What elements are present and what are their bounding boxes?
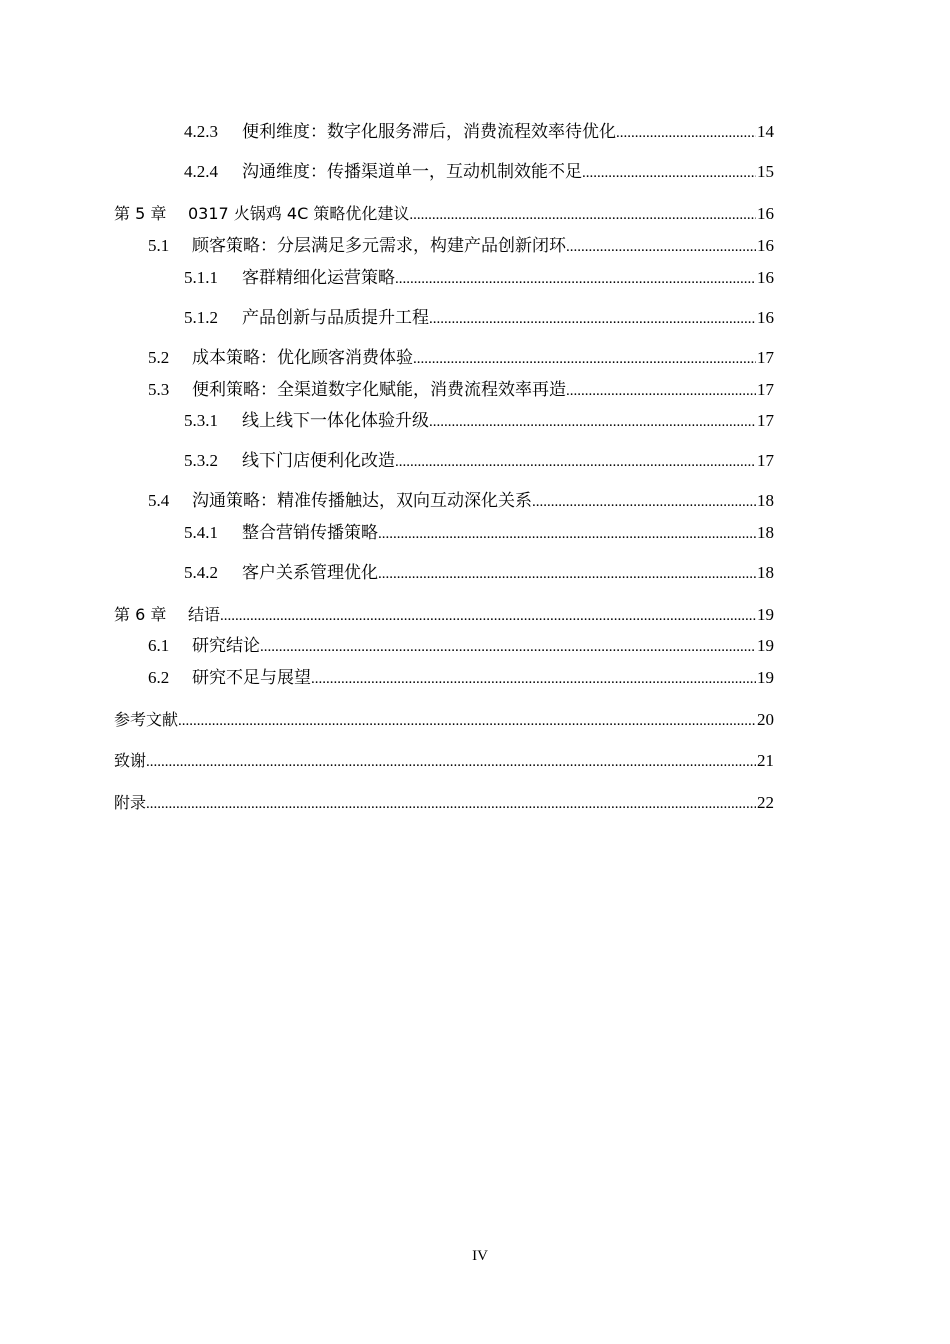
toc-leader-dots bbox=[311, 667, 756, 691]
toc-entry-number: 4.2.3 bbox=[184, 122, 218, 141]
toc-entry-number: 5.3.1 bbox=[184, 411, 218, 430]
toc-entry-title: 结语 bbox=[188, 605, 221, 624]
page-number: IV bbox=[472, 1248, 488, 1264]
toc-entry-number: 5.4.2 bbox=[184, 563, 218, 582]
toc-entry-number: 4.2.4 bbox=[184, 162, 218, 181]
toc-entry-page: 18 bbox=[757, 563, 774, 582]
toc-entry-number: 5.2 bbox=[148, 348, 170, 367]
toc-leader-dots bbox=[429, 410, 756, 434]
toc-entry-number: 5.1.1 bbox=[184, 268, 218, 287]
toc-entry[interactable] bbox=[0, 234, 950, 258]
toc-leader-dots bbox=[378, 522, 756, 546]
toc-entry-page: 14 bbox=[757, 122, 774, 141]
toc-entry-title: 附录 bbox=[114, 793, 147, 812]
toc-leader-dots bbox=[582, 161, 756, 185]
toc-entry-page: 18 bbox=[757, 491, 774, 510]
toc-entry-page: 19 bbox=[757, 636, 774, 655]
toc-entry-page: 19 bbox=[757, 605, 774, 624]
toc-entry-number: 5.1.2 bbox=[184, 308, 218, 327]
toc-entry[interactable] bbox=[0, 160, 950, 184]
toc-entry[interactable] bbox=[0, 666, 950, 690]
toc-leader-dots bbox=[146, 792, 756, 816]
toc-chapter-entry[interactable] bbox=[0, 708, 950, 732]
toc-entry-title: 沟通策略：精准传播触达，双向互动深化关系 bbox=[192, 491, 532, 510]
toc-entry-title: 产品创新与品质提升工程 bbox=[242, 308, 429, 327]
toc-leader-dots bbox=[178, 709, 756, 733]
toc-entry-title: 致谢 bbox=[114, 751, 147, 770]
toc-entry-number: 6.2 bbox=[148, 668, 170, 687]
toc-leader-dots bbox=[616, 121, 756, 145]
toc-leader-dots bbox=[429, 307, 756, 331]
toc-entry[interactable] bbox=[0, 306, 950, 330]
toc-entry-page: 17 bbox=[757, 411, 774, 430]
toc-entry-page: 22 bbox=[757, 793, 774, 812]
toc-chapter-entry[interactable] bbox=[0, 603, 950, 627]
toc-entry-page: 17 bbox=[757, 380, 774, 399]
toc-entry-title: 客群精细化运营策略 bbox=[242, 268, 395, 287]
toc-entry-title: 线上线下一体化体验升级 bbox=[242, 411, 429, 430]
toc-leader-dots bbox=[395, 267, 756, 291]
toc-entry-page: 17 bbox=[757, 451, 774, 470]
toc-leader-dots bbox=[413, 347, 756, 371]
page-footer bbox=[0, 1246, 950, 1266]
toc-entry-title: 0317 火锅鸡 4C 策略优化建议 bbox=[188, 204, 410, 223]
toc-leader-dots bbox=[409, 203, 756, 227]
toc-entry-number: 6.1 bbox=[148, 636, 170, 655]
toc-leader-dots bbox=[260, 635, 756, 659]
toc-entry-page: 15 bbox=[757, 162, 774, 181]
toc-entry[interactable] bbox=[0, 634, 950, 658]
toc-leader-dots bbox=[395, 450, 756, 474]
toc-entry-number: 5.1 bbox=[148, 236, 170, 255]
toc-entry-page: 16 bbox=[757, 308, 774, 327]
toc-leader-dots bbox=[566, 379, 756, 403]
toc-leader-dots bbox=[146, 750, 756, 774]
toc-entry[interactable] bbox=[0, 561, 950, 585]
toc-entry-page: 16 bbox=[757, 204, 774, 223]
toc-entry-page: 16 bbox=[757, 268, 774, 287]
toc-entry-title: 研究不足与展望 bbox=[192, 668, 311, 687]
toc-entry[interactable] bbox=[0, 449, 950, 473]
toc-leader-dots bbox=[220, 604, 756, 628]
toc-entry[interactable] bbox=[0, 120, 950, 144]
toc-leader-dots bbox=[566, 235, 756, 259]
toc-leader-dots bbox=[378, 562, 756, 586]
toc-entry[interactable] bbox=[0, 378, 950, 402]
toc-entry-title: 线下门店便利化改造 bbox=[242, 451, 395, 470]
toc-entry-number: 5.3.2 bbox=[184, 451, 218, 470]
toc-chapter-entry[interactable] bbox=[0, 791, 950, 815]
toc-chapter-entry[interactable] bbox=[0, 202, 950, 226]
toc-entry[interactable] bbox=[0, 521, 950, 545]
toc-entry-title: 客户关系管理优化 bbox=[242, 563, 378, 582]
toc-entry-title: 便利维度：数字化服务滞后，消费流程效率待优化 bbox=[242, 122, 616, 141]
toc-entry-title: 成本策略：优化顾客消费体验 bbox=[192, 348, 413, 367]
toc-entry-page: 18 bbox=[757, 523, 774, 542]
toc-entry[interactable] bbox=[0, 346, 950, 370]
toc-chapter-entry[interactable] bbox=[0, 749, 950, 773]
toc-entry[interactable] bbox=[0, 266, 950, 290]
toc-entry-page: 19 bbox=[757, 668, 774, 687]
toc-entry-page: 16 bbox=[757, 236, 774, 255]
toc-entry-number: 5.4 bbox=[148, 491, 170, 510]
toc-entry-title: 沟通维度：传播渠道单一，互动机制效能不足 bbox=[242, 162, 582, 181]
toc-entry-number: 5.4.1 bbox=[184, 523, 218, 542]
toc-leader-dots bbox=[532, 490, 756, 514]
toc-entry-number: 第 6 章 bbox=[114, 605, 167, 624]
toc-entry-page: 21 bbox=[757, 751, 774, 770]
toc-entry[interactable] bbox=[0, 409, 950, 433]
toc-entry-title: 研究结论 bbox=[192, 636, 260, 655]
toc-entry-page: 20 bbox=[757, 710, 774, 729]
toc-entry-page: 17 bbox=[757, 348, 774, 367]
toc-entry-title: 整合营销传播策略 bbox=[242, 523, 378, 542]
toc-entry-title: 参考文献 bbox=[114, 710, 179, 729]
toc-entry[interactable] bbox=[0, 489, 950, 513]
toc-entry-number: 第 5 章 bbox=[114, 204, 167, 223]
toc-entry-title: 顾客策略：分层满足多元需求，构建产品创新闭环 bbox=[192, 236, 566, 255]
toc-entry-title: 便利策略：全渠道数字化赋能，消费流程效率再造 bbox=[192, 380, 566, 399]
toc-entry-number: 5.3 bbox=[148, 380, 170, 399]
